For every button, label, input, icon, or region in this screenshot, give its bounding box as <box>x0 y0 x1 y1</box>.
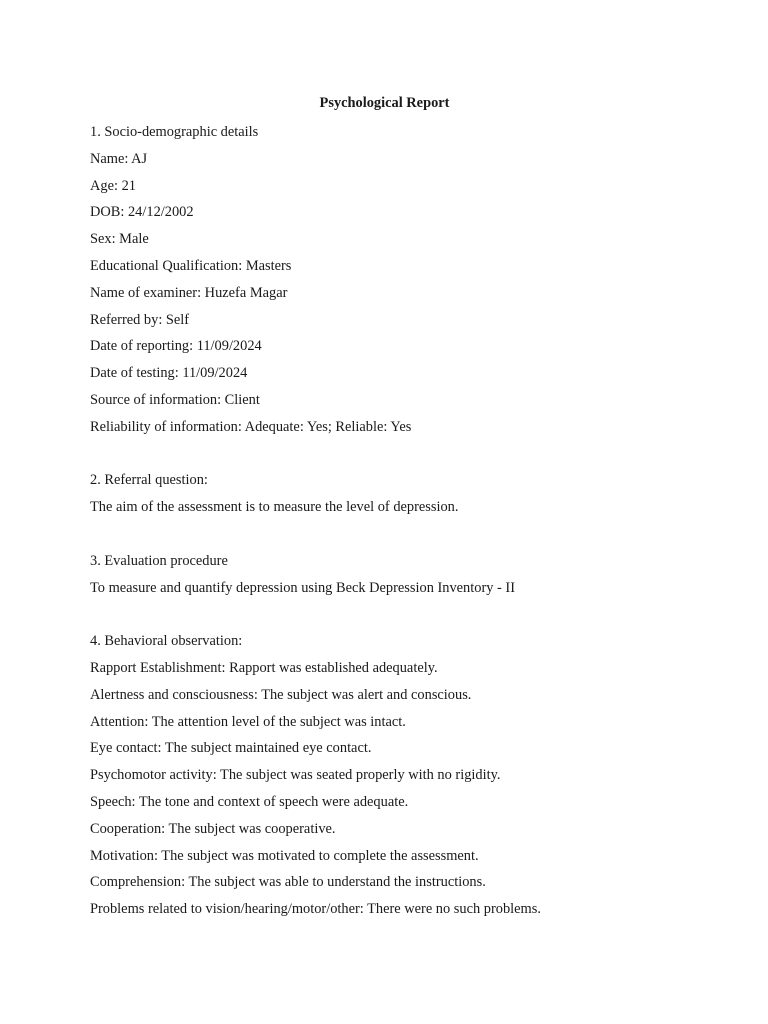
detail-referred-by: Referred by: Self <box>90 311 190 328</box>
detail-source: Source of information: Client <box>90 391 260 408</box>
observation-rapport: Rapport Establishment: Rapport was established adequately. <box>90 659 438 676</box>
section-heading: 2. Referral question: <box>90 472 208 489</box>
observation-motivation: Motivation: The subject was motivated to complete the assessment. <box>90 847 479 864</box>
detail-dob: DOB: 24/12/2002 <box>90 204 194 221</box>
observation-cooperation: Cooperation: The subject was cooperative. <box>90 820 336 837</box>
observation-problems: Problems related to vision/hearing/motor/other: There were no such problems. <box>90 901 541 918</box>
observation-comprehension: Comprehension: The subject was able to understand the instructions. <box>90 874 486 891</box>
report-title: Psychological Report <box>319 95 450 111</box>
section-heading: 3. Evaluation procedure <box>90 552 228 569</box>
detail-name: Name: AJ <box>90 150 148 167</box>
detail-date-testing: Date of testing: 11/09/2024 <box>90 365 248 382</box>
section-socio-demographic <box>90 119 690 441</box>
section-spacer <box>90 521 690 548</box>
section-spacer <box>90 441 690 468</box>
section-evaluation <box>90 548 690 602</box>
detail-sex: Sex: Male <box>90 231 149 248</box>
observation-attention: Attention: The attention level of the subject was intact. <box>90 713 406 730</box>
section-behavioral <box>90 628 690 923</box>
observation-eye-contact: Eye contact: The subject maintained eye contact. <box>90 740 372 757</box>
section-spacer <box>90 601 690 628</box>
observation-speech: Speech: The tone and context of speech were adequate. <box>90 793 409 810</box>
detail-examiner: Name of examiner: Huzefa Magar <box>90 284 288 301</box>
evaluation-text: To measure and quantify depression using Beck Depression Inventory - II <box>90 579 516 596</box>
detail-reliability: Reliability of information: Adequate: Yes; Reliable: Yes <box>90 418 412 435</box>
section-referral <box>90 467 690 521</box>
observation-alertness: Alertness and consciousness: The subject was alert and conscious. <box>90 686 472 703</box>
report-page <box>90 93 690 923</box>
referral-text: The aim of the assessment is to measure the level of depression. <box>90 499 459 516</box>
detail-education: Educational Qualification: Masters <box>90 257 292 274</box>
section-heading: 4. Behavioral observation: <box>90 633 243 650</box>
detail-age: Age: 21 <box>90 177 136 194</box>
observation-psychomotor: Psychomotor activity: The subject was seated properly with no rigidity. <box>90 767 501 784</box>
section-heading: 1. Socio-demographic details <box>90 124 259 140</box>
detail-date-reporting: Date of reporting: 11/09/2024 <box>90 338 262 355</box>
